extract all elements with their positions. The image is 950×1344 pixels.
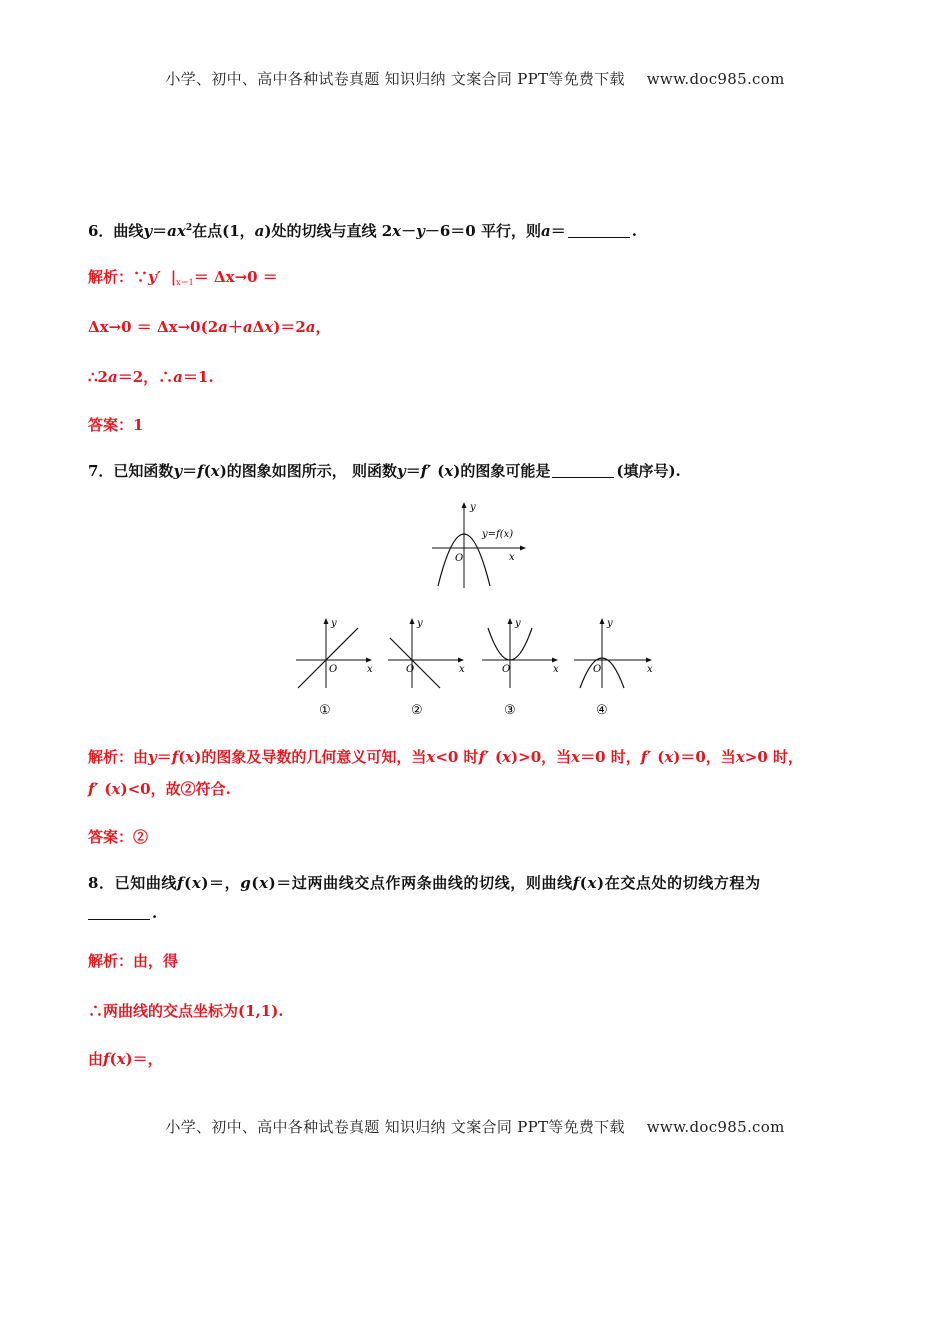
- option-graphs: [290, 612, 670, 722]
- svg-text:y: y: [470, 502, 476, 513]
- svg-text:O: O: [502, 664, 511, 675]
- svg-text:y: y: [331, 618, 337, 629]
- svg-text:y: y: [417, 618, 423, 629]
- q6-answer: 答案：1: [88, 416, 144, 434]
- svg-text:O: O: [455, 553, 464, 564]
- svg-text:O: O: [406, 664, 415, 675]
- svg-text:x: x: [509, 552, 515, 563]
- svg-text:O: O: [329, 664, 338, 675]
- option-3-graph: [482, 618, 559, 718]
- q8-stem-line-1: 8．已知曲线f(x)＝，g(x)＝过两曲线交点作两条曲线的切线，则曲线f(x)在交点处的切线方程为: [88, 874, 761, 892]
- svg-text:④: ④: [596, 703, 608, 718]
- svg-text:y=f(x): y=f(x): [482, 529, 514, 540]
- option-1-graph: [296, 618, 373, 718]
- q7-solution-line-2: f′ (x)<0，故②符合.: [88, 780, 231, 798]
- svg-text:O: O: [593, 664, 602, 675]
- q8-solution-line-1: 解析：由，得: [88, 952, 179, 970]
- q8-stem-line-2: .: [88, 904, 157, 922]
- svg-text:①: ①: [319, 703, 331, 718]
- footer-text: 小学、初中、高中各种试卷真题 知识归纳 文案合同 PPT等免费下载: [165, 1118, 625, 1136]
- svg-text:x: x: [553, 664, 559, 675]
- svg-text:y: y: [607, 618, 613, 629]
- line-decreasing: [390, 638, 440, 688]
- option-2-graph: [388, 618, 465, 718]
- svg-text:③: ③: [504, 703, 516, 718]
- page-footer: [0, 1116, 950, 1137]
- line-increasing: [298, 628, 358, 688]
- main-function-graph: [420, 500, 530, 590]
- answer-blank: [88, 919, 150, 920]
- svg-text:x: x: [367, 664, 373, 675]
- q7-solution-line-1: 解析：由y＝f(x)的图象及导数的几何意义可知，当x<0 时f′ (x)>0，当x＝0 时，f′ (x)＝0，当x>0 时，: [88, 748, 803, 766]
- svg-text:x: x: [459, 664, 465, 675]
- header-text: 小学、初中、高中各种试卷真题 知识归纳 文案合同 PPT等免费下载: [165, 70, 625, 88]
- answer-blank: [568, 237, 630, 238]
- q6-solution-line-2: Δx→0 ＝ Δx→0(2a＋aΔx)＝2a，: [88, 318, 331, 336]
- option-4-graph: [574, 618, 653, 718]
- svg-text:x: x: [647, 664, 653, 675]
- header-url: www.doc985.com: [646, 70, 785, 88]
- q7-answer: 答案：②: [88, 828, 149, 846]
- q8-solution-line-2: ∴两曲线的交点坐标为(1,1).: [88, 1002, 284, 1020]
- footer-url: www.doc985.com: [646, 1118, 785, 1136]
- q7-stem: 7．已知函数y＝f(x)的图象如图所示， 则函数y＝f′ (x)的图象可能是 (填序号).: [88, 462, 681, 480]
- q6-solution-line-1: 解析：∵y′ $|_{x=1}= \Delta x\to 0$ ＝: [88, 268, 278, 287]
- q8-solution-line-3: 由f(x)＝，: [88, 1050, 163, 1068]
- page-header: [0, 68, 950, 89]
- q6-solution-line-3: ∴2a＝2，∴a＝1.: [88, 368, 214, 386]
- q6-stem: 6．曲线$y=ax^2$在点(1，a)处的切线与直线 2x－y－6＝0 平行，则a＝ .: [88, 222, 637, 240]
- answer-blank: [552, 477, 614, 478]
- svg-text:y: y: [515, 618, 521, 629]
- svg-text:②: ②: [411, 703, 423, 718]
